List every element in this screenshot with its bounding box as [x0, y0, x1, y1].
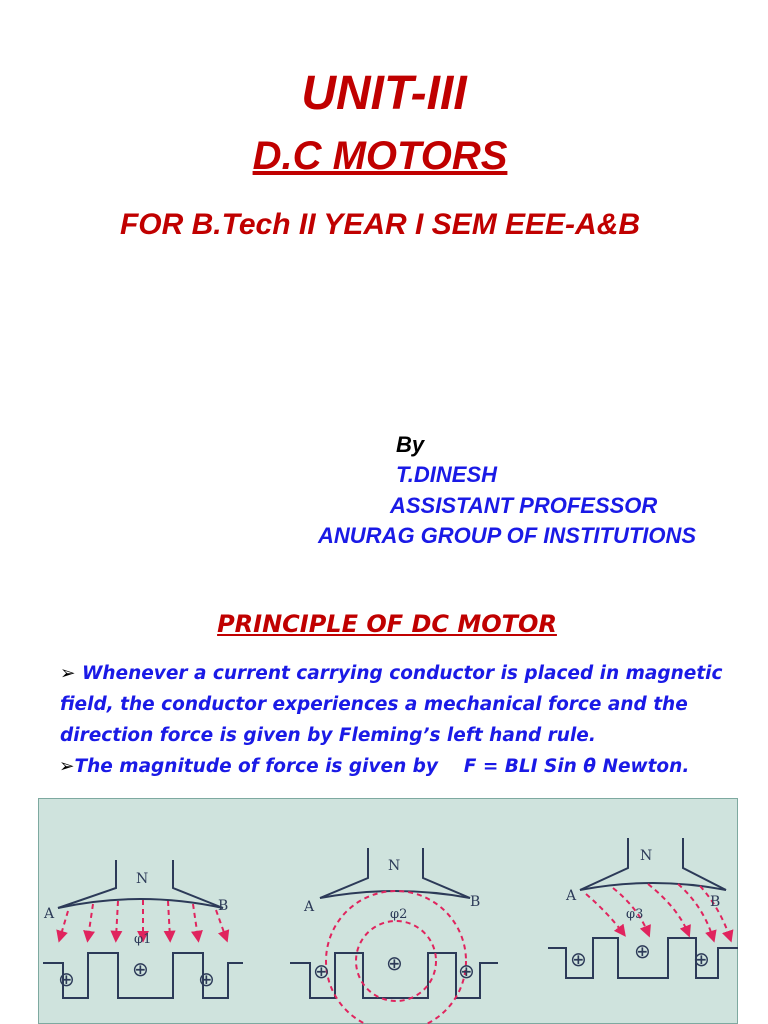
- bullet-arrow-icon: ➢: [59, 756, 75, 777]
- phi2-label: φ2: [390, 907, 408, 922]
- conductor-2b-icon: ⊕: [386, 951, 403, 975]
- bullet-item-2: [59, 751, 750, 782]
- conductor-2a-icon: ⊕: [313, 959, 330, 983]
- theta-symbol: θ: [583, 756, 597, 777]
- subject-title: D.C MOTORS: [252, 134, 508, 178]
- phi1-label: φ1: [134, 932, 152, 947]
- north-label-1: N: [136, 871, 149, 887]
- force-unit: Newton.: [602, 756, 690, 777]
- principle-heading: PRINCIPLE OF DC MOTOR: [217, 610, 557, 638]
- b-label-1: B: [218, 898, 229, 914]
- course-subtitle: FOR B.Tech II YEAR I SEM EEE-A&B: [119, 208, 641, 241]
- unit-title: UNIT-III: [301, 67, 467, 120]
- author-institution: ANURAG GROUP OF INSTITUTIONS: [318, 523, 697, 548]
- b-label-3: B: [710, 894, 721, 910]
- bullet-arrow-icon: ➢: [60, 663, 76, 684]
- bullet-2-text: The magnitude of force is given by: [74, 756, 438, 777]
- conductor-1b-icon: ⊕: [132, 957, 149, 981]
- author-designation: ASSISTANT PROFESSOR: [390, 493, 658, 518]
- phi3-label: φ3: [626, 907, 644, 922]
- force-formula: F = BLI Sin: [463, 756, 577, 777]
- a-label-2: A: [304, 899, 315, 915]
- conductor-3a-icon: ⊕: [570, 947, 587, 971]
- a-label-1: A: [44, 906, 55, 922]
- author-by: By: [396, 432, 425, 457]
- bullet-item-1: [60, 658, 750, 751]
- conductor-3c-icon: ⊕: [693, 947, 710, 971]
- a-label-3: A: [566, 888, 577, 904]
- b-label-2: B: [470, 894, 481, 910]
- conductor-1c-icon: ⊕: [198, 967, 215, 991]
- bullet-1-text: Whenever a current carrying conductor is placed in magnetic field, the conductor experiences a mechanical force and the direction force is given by Fleming’s left hand rule.: [60, 663, 723, 746]
- conductor-3b-icon: ⊕: [634, 939, 651, 963]
- author-name: T.DINESH: [396, 462, 498, 487]
- flux-diagram-image: [38, 798, 738, 1024]
- principle-body: [60, 658, 750, 782]
- conductor-1a-icon: ⊕: [58, 967, 75, 991]
- north-label-2: N: [388, 858, 401, 874]
- conductor-2c-icon: ⊕: [458, 959, 475, 983]
- north-label-3: N: [640, 848, 653, 864]
